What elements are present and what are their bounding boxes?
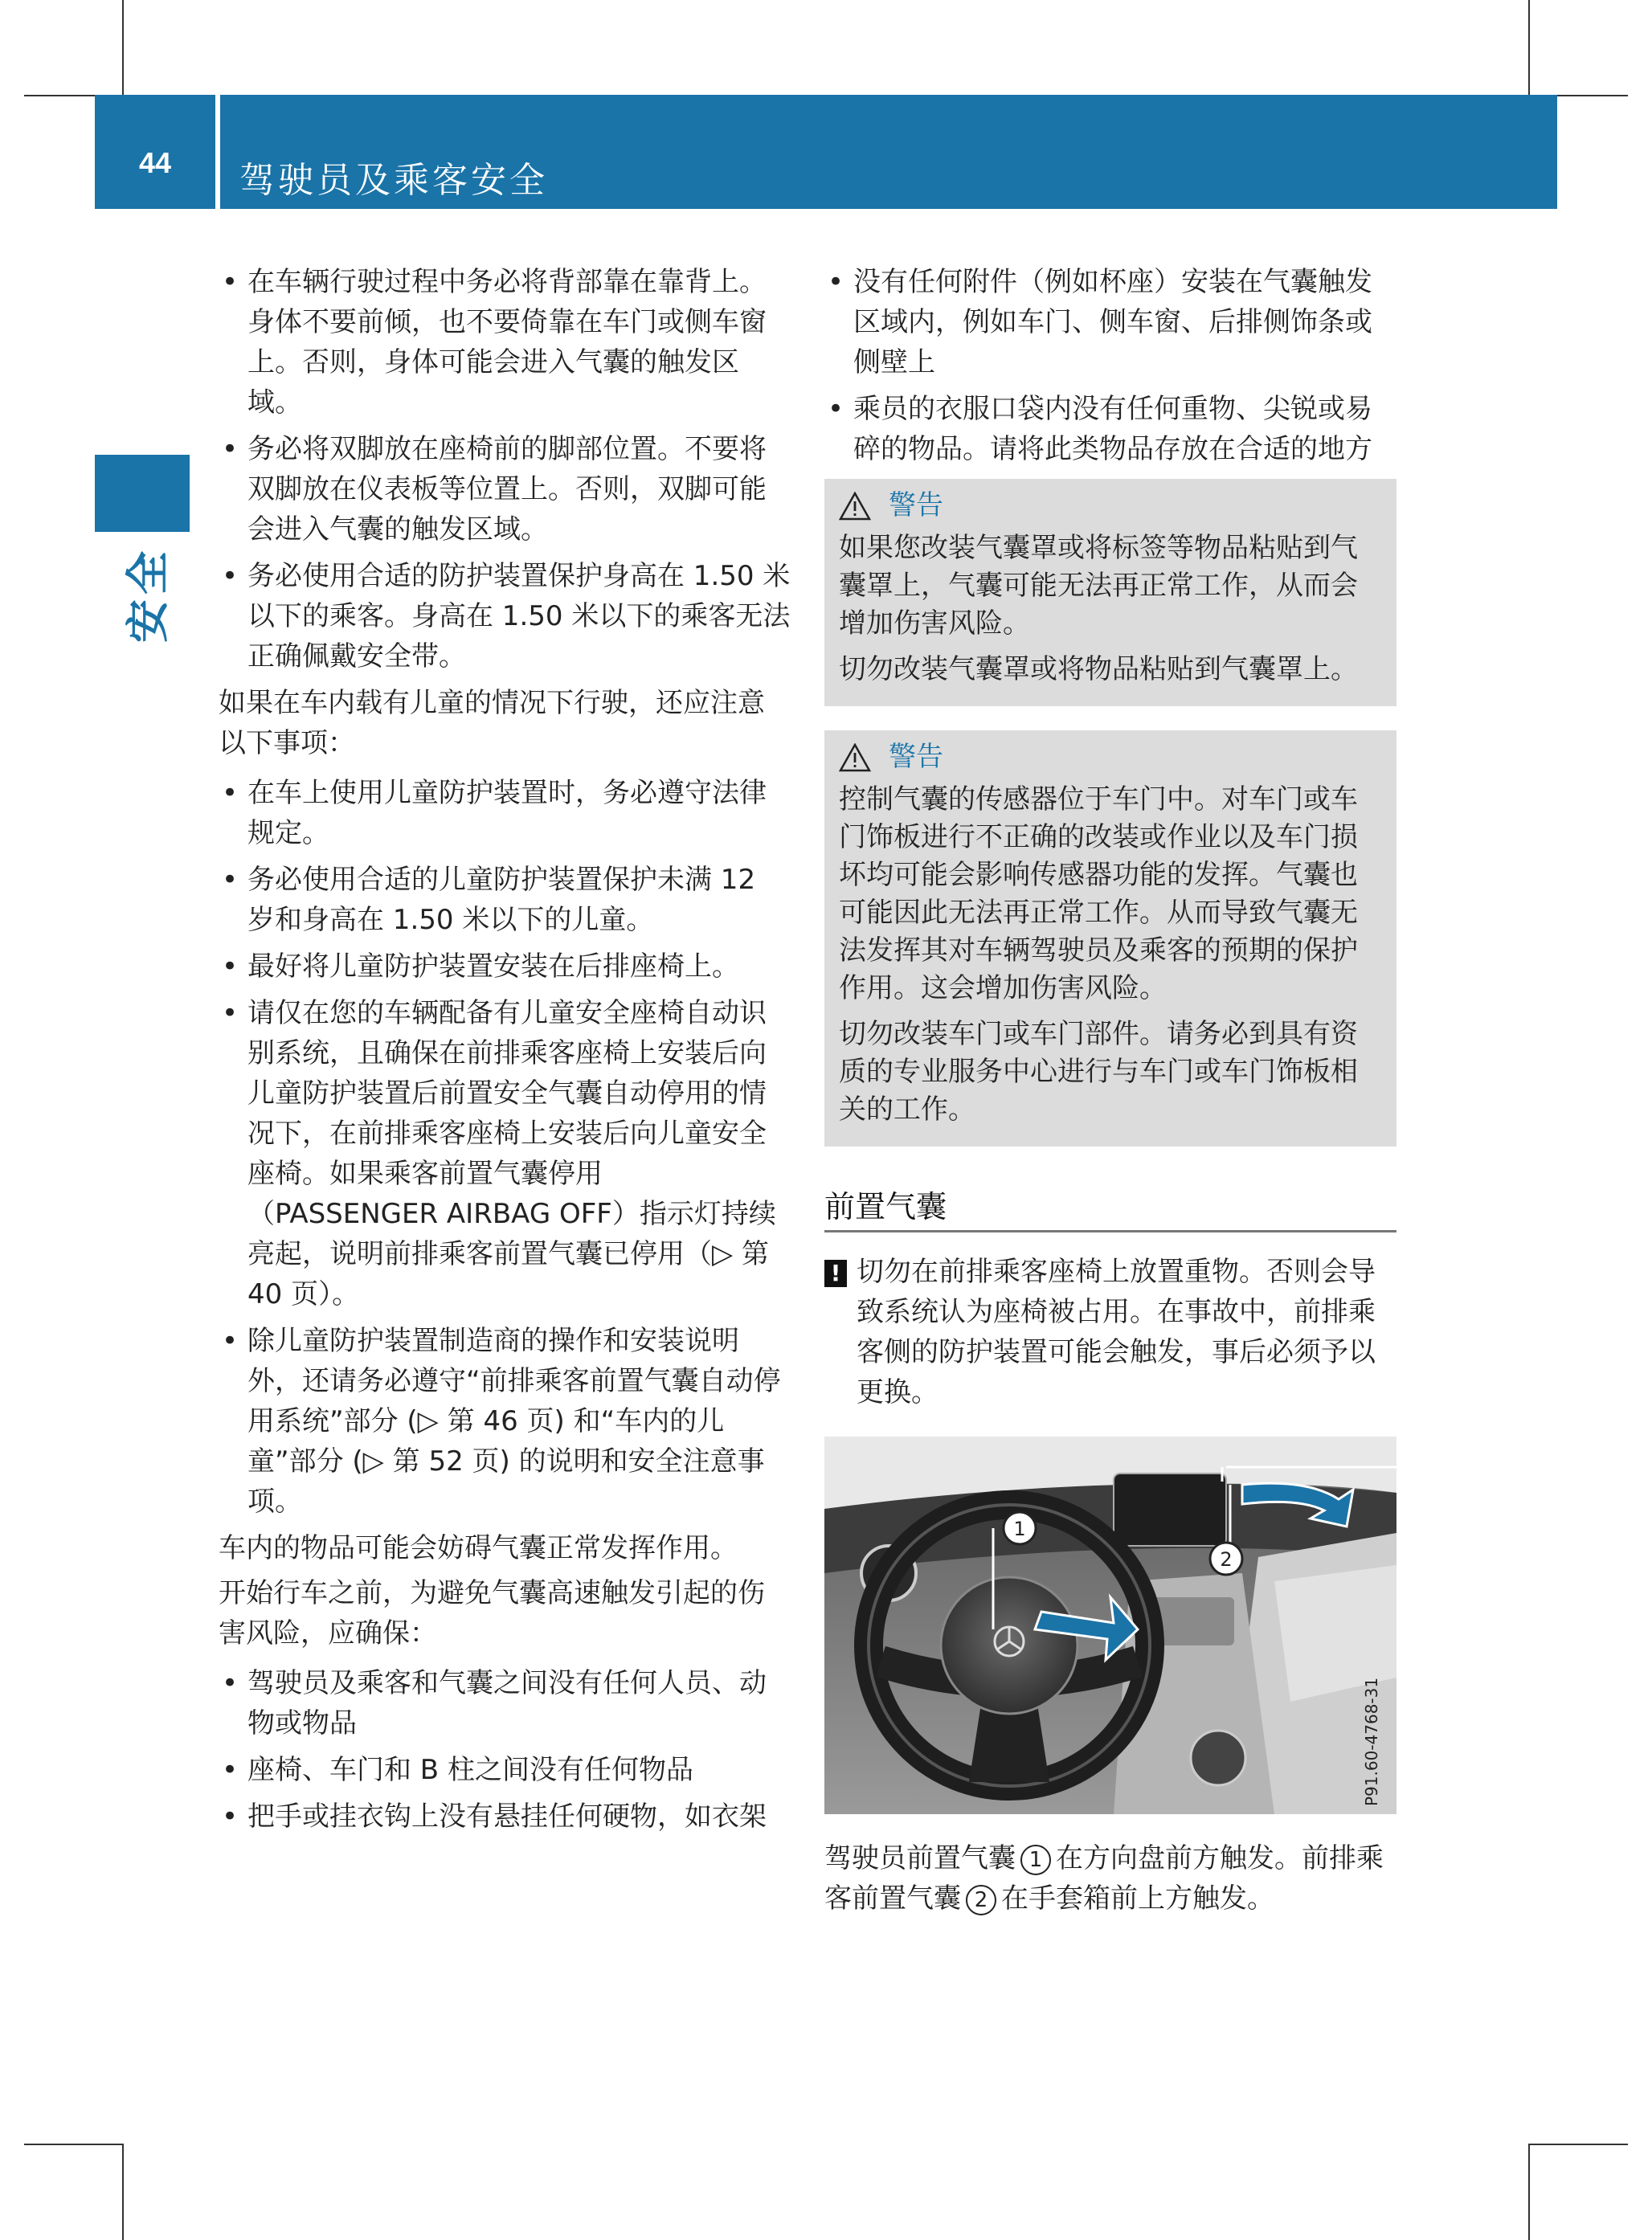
paragraph: 开始行车之前，为避免气囊高速触发引起的伤害风险，应确保：: [219, 1577, 765, 1649]
list-item: • 座椅、车门和 B 柱之间没有任何物品: [219, 1750, 791, 1790]
warning-box: [824, 730, 1396, 1147]
chapter-title: 驾驶员及乘客安全: [239, 160, 548, 201]
list-item: • 在车上使用儿童防护装置时，务必遵守法律规定。: [219, 773, 791, 853]
bullet-list: [824, 262, 1396, 469]
list-item: • 最好将儿童防护装置安装在后排座椅上。: [219, 946, 791, 987]
section-heading: 前置气囊: [824, 1187, 1396, 1232]
airbag-illustration: [824, 1437, 1396, 1814]
list-item: • 除儿童防护装置制造商的操作和安装说明外，还请务必遵守“前排乘客前置气囊自动停用系统”部分 (▷ 第 46 页) 和“车内的儿童”部分 (▷ 第 52 页) 的说明和安全注意事项。: [219, 1321, 791, 1522]
section-tab-label: 安全: [122, 546, 174, 643]
left-column: [219, 262, 791, 1843]
callout-1: 1: [1013, 1518, 1026, 1540]
list-item: • 把手或挂衣钩上没有悬挂任何硬物，如衣架: [219, 1796, 791, 1837]
page-number: 44: [138, 146, 172, 179]
list-item: • 驾驶员及乘客和气囊之间没有任何人员、动物或物品: [219, 1663, 791, 1743]
list-item: • 在车辆行驶过程中务必将背部靠在靠背上。身体不要前倾，也不要倚靠在车门或侧车窗上。否则，身体可能会进入气囊的触发区域。: [219, 262, 791, 423]
warning-text: 控制气囊的传感器位于车门中。对车门或车门饰板进行不正确的改装或作业以及车门损坏均可能会影响传感器功能的发挥。气囊也可能因此无法再正常工作。从而导致气囊无法发挥其对车辆驾驶员及乘客的预期的保护作用。这会增加伤害风险。: [839, 783, 1358, 1004]
notice: [824, 1252, 1396, 1412]
crop-mark: [122, 2144, 124, 2240]
notice-text: 切勿在前排乘客座椅上放置重物。否则会导致系统认为座椅被占用。在事故中，前排乘客侧的防护装置可能会触发，事后必须予以更换。: [857, 1256, 1376, 1408]
list-item: • 务必使用合适的防护装置保护身高在 1.50 米以下的乘客。身高在 1.50 米以下的乘客无法正确佩戴安全带。: [219, 556, 791, 676]
paragraph: 车内的物品可能会妨碍气囊正常发挥作用。: [219, 1532, 738, 1564]
crop-mark: [122, 0, 124, 96]
section-tab-marker: [95, 455, 190, 532]
crop-mark: [1528, 0, 1530, 96]
crop-mark: [1528, 2144, 1530, 2240]
figure-code: P91.60-4768-31: [1362, 1677, 1381, 1806]
warning-box: [824, 479, 1396, 706]
page-header: [95, 95, 1557, 209]
bullet-list: [219, 1663, 791, 1837]
list-item: • 务必将双脚放在座椅前的脚部位置。不要将双脚放在仪表板等位置上。否则，双脚可能会进入气囊的触发区域。: [219, 429, 791, 550]
list-item: • 乘员的衣服口袋内没有任何重物、尖锐或易碎的物品。请将此类物品存放在合适的地方: [824, 389, 1396, 469]
exclamation-icon: !: [824, 1260, 847, 1287]
crop-mark: [24, 2144, 122, 2145]
caption-text: 在手套箱前上方触发。: [1001, 1882, 1274, 1915]
list-item: • 务必使用合适的儿童防护装置保护未满 12 岁和身高在 1.50 米以下的儿童。: [219, 860, 791, 940]
warning-text: 如果您改装气囊罩或将标签等物品粘贴到气囊罩上，气囊可能无法再正常工作，从而会增加伤害风险。: [839, 532, 1358, 640]
dashboard-figure: [824, 1437, 1396, 1814]
warning-instruction: 切勿改装车门或车门部件。请务必到具有资质的专业服务中心进行与车门或车门饰板相关的工作。: [839, 1018, 1358, 1126]
warning-triangle-icon: [839, 492, 871, 521]
paragraph: 如果在车内载有儿童的情况下行驶，还应注意以下事项：: [219, 687, 765, 759]
bullet-list: [219, 262, 791, 676]
warning-header: [839, 738, 1382, 776]
caption-text: 驾驶员前置气囊: [824, 1842, 1016, 1874]
warning-instruction: 切勿改装气囊罩或将物品粘贴到气囊罩上。: [839, 653, 1358, 685]
header-divider: [215, 95, 220, 209]
crop-mark: [1530, 2144, 1628, 2145]
callout-2: 2: [1220, 1548, 1233, 1571]
callout-ref-1: 1: [1020, 1845, 1051, 1875]
warning-header: [839, 487, 1382, 525]
warning-triangle-icon: [839, 743, 871, 772]
warning-title: 警告: [889, 741, 943, 773]
figure-caption: [824, 1838, 1396, 1919]
right-column: [824, 262, 1396, 1946]
list-item: • 没有任何附件（例如杯座）安装在气囊触发区域内，例如车门、侧车窗、后排侧饰条或侧壁上: [824, 262, 1396, 382]
list-item: • 请仅在您的车辆配备有儿童安全座椅自动识别系统，且确保在前排乘客座椅上安装后向儿童防护装置后前置安全气囊自动停用的情况下，在前排乘客座椅上安装后向儿童安全座椅。如果乘客前置气囊停用（PASSENGER AIRBAG OFF）指示灯持续亮起，说明前排乘客前置气囊已停用（▷ 第 40 页）。: [219, 993, 791, 1314]
caption-text: 在方向盘前方触发。前排乘客前置气囊: [824, 1842, 1384, 1915]
callout-ref-2: 2: [966, 1885, 996, 1915]
bullet-list: [219, 773, 791, 1522]
warning-title: 警告: [889, 489, 943, 521]
